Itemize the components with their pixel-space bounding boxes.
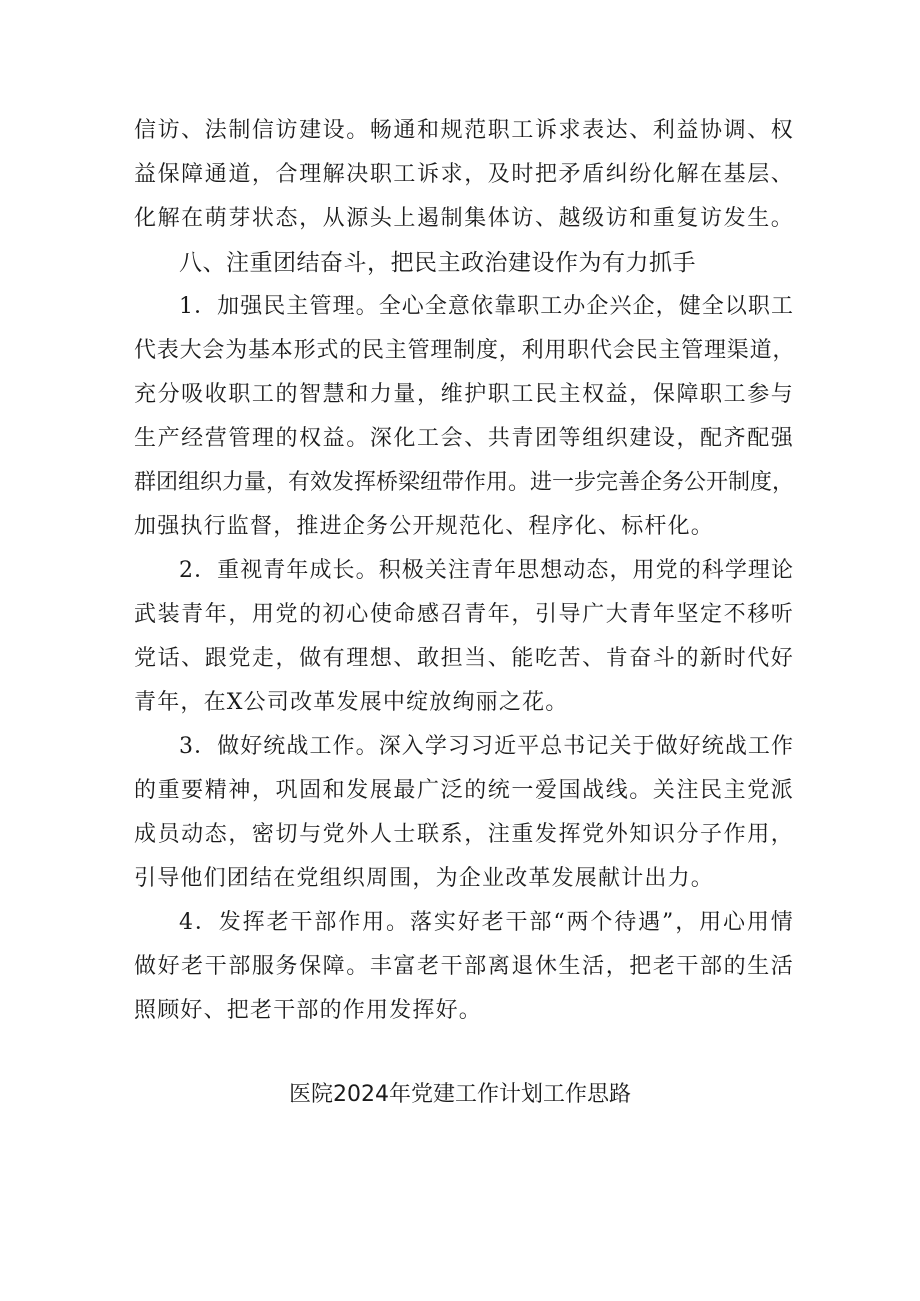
- paragraph-line: 益保障通道，合理解决职工诉求，及时把矛盾纠纷化解在基层、: [134, 162, 794, 187]
- section-heading: 八、注重团结奋斗，把民主政治建设作为有力抓手: [179, 250, 696, 276]
- paragraph-line: 做好老干部服务保障。丰富老干部离退休生活，把老干部的生活: [134, 954, 794, 979]
- paragraph-line: 青年，在X公司改革发展中绽放绚丽之花。: [134, 690, 569, 715]
- paragraph-line: 代表大会为基本形式的民主管理制度，利用职代会民主管理渠道，: [134, 338, 796, 363]
- paragraph-line: 充分吸收职工的智慧和力量，维护职工民主权益，保障职工参与: [134, 382, 794, 407]
- paragraph-line: 的重要精神，巩固和发展最广泛的统一爱国战线。关注民主党派: [134, 778, 794, 803]
- paragraph-line: 武装青年，用党的初心使命感召青年，引导广大青年坚定不移听: [134, 602, 794, 627]
- paragraph-line: 生产经营管理的权益。深化工会、共青团等组织建设，配齐配强: [134, 426, 794, 451]
- document-title: 医院2024年党建工作计划工作思路: [289, 1082, 631, 1107]
- paragraph-line: 1．加强民主管理。全心全意依靠职工办企兴企，健全以职工: [179, 294, 794, 319]
- paragraph-line: 3．做好统战工作。深入学习习近平总书记关于做好统战工作: [179, 734, 794, 759]
- paragraph-line: 引导他们团结在党组织周围，为企业改革发展献计出力。: [134, 866, 715, 891]
- paragraph-line: 加强执行监督，推进企务公开规范化、程序化、标杆化。: [134, 514, 715, 539]
- paragraph-line: 照顾好、把老干部的作用发挥好。: [134, 998, 483, 1023]
- paragraph-line: 党话、跟党走，做有理想、敢担当、能吃苦、肯奋斗的新时代好: [134, 646, 794, 671]
- paragraph-line: 化解在萌芽状态，从源头上遏制集体访、越级访和重复访发生。: [134, 206, 794, 231]
- paragraph-line: 2．重视青年成长。积极关注青年思想动态，用党的科学理论: [179, 558, 794, 583]
- paragraph-line: 群团组织力量，有效发挥桥梁纽带作用。进一步完善企务公开制度，: [134, 470, 795, 495]
- paragraph-line: 4．发挥老干部作用。落实好老干部“两个待遇”，用心用情: [179, 910, 794, 935]
- paragraph-line: 成员动态，密切与党外人士联系，注重发挥党外知识分子作用，: [134, 822, 794, 847]
- paragraph-line: 信访、法制信访建设。畅通和规范职工诉求表达、利益协调、权: [134, 118, 794, 143]
